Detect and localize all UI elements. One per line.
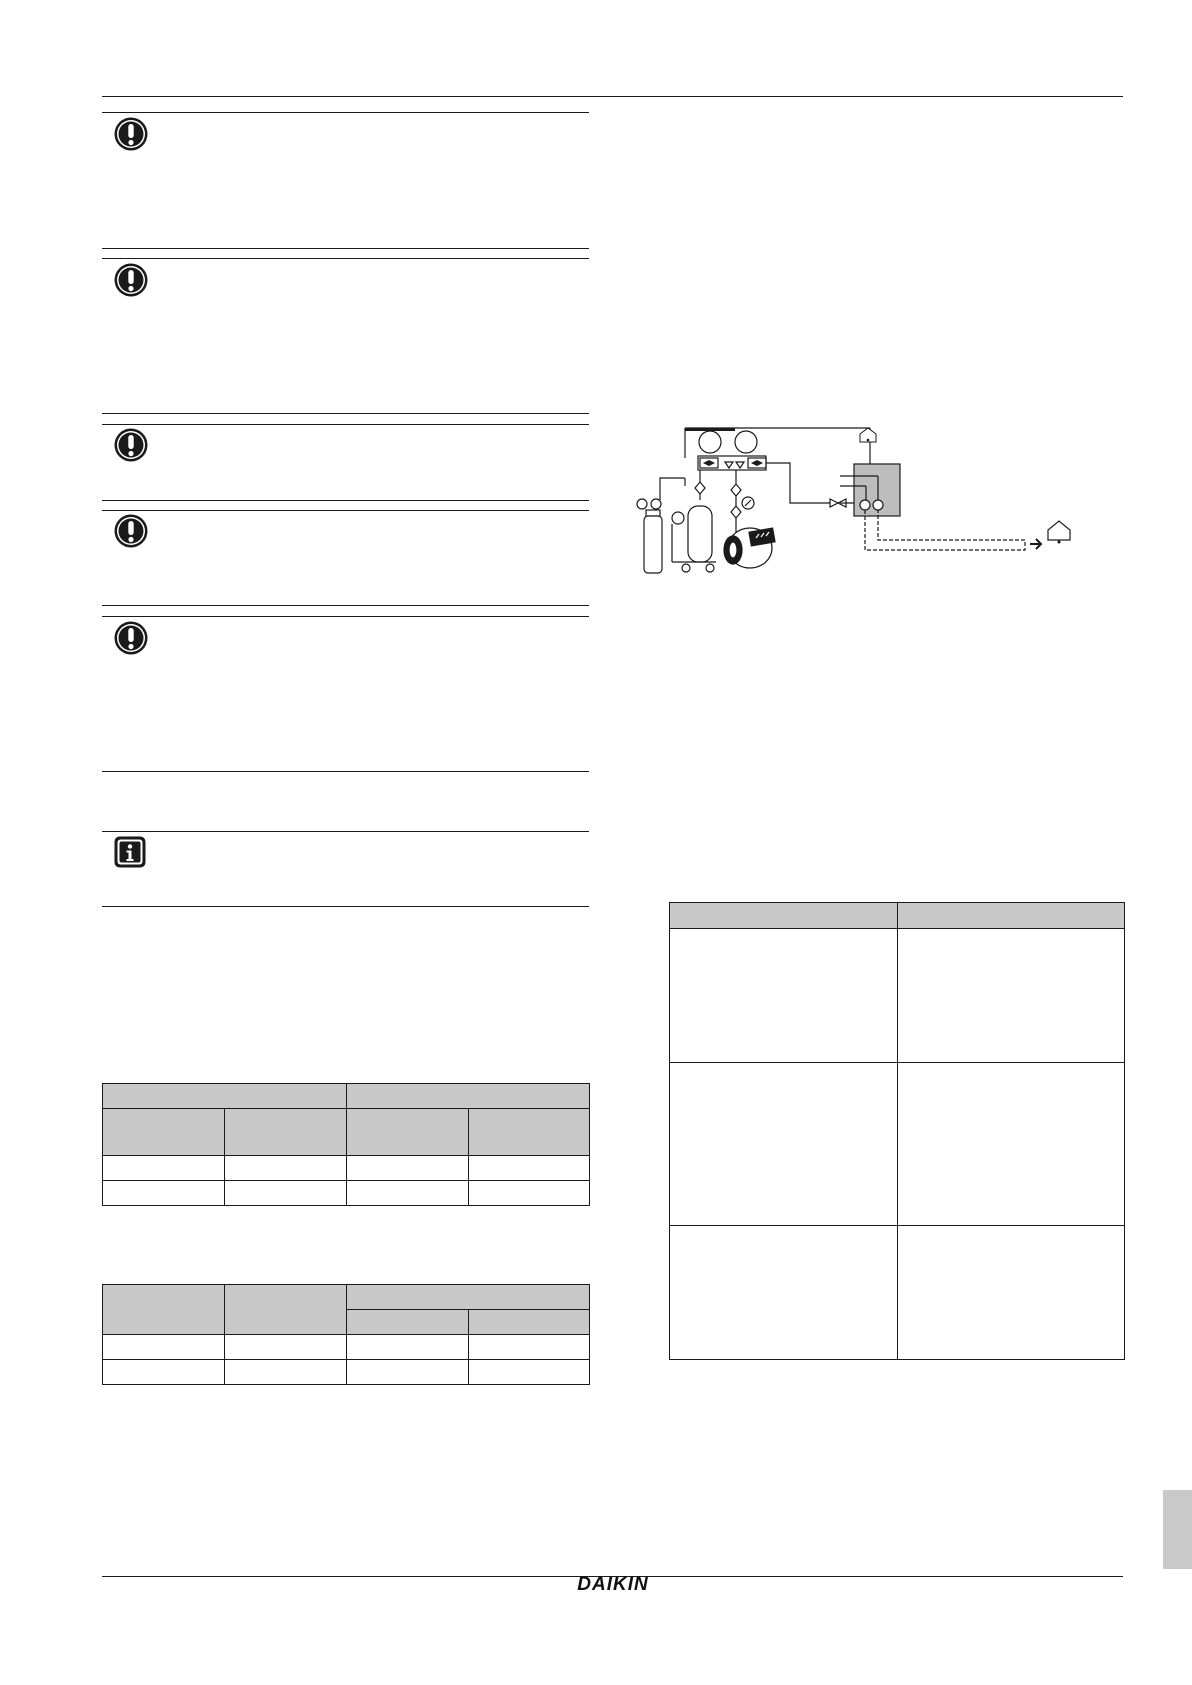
notice-bottom-rule bbox=[102, 248, 589, 249]
warning-exclamation-icon bbox=[113, 116, 149, 152]
notice-bottom-rule bbox=[102, 605, 589, 606]
notice-top-rule bbox=[102, 831, 589, 832]
table-header-cell bbox=[347, 1084, 590, 1109]
table-header-cell bbox=[670, 903, 898, 929]
table-header-cell bbox=[103, 1084, 347, 1109]
table-header-cell bbox=[103, 1285, 225, 1335]
vacuum-piping-diagram bbox=[630, 420, 1090, 580]
warning-exclamation-icon bbox=[113, 427, 149, 463]
notice-bottom-rule bbox=[102, 906, 589, 907]
info-icon bbox=[113, 835, 147, 869]
table-header-cell bbox=[225, 1109, 347, 1156]
warning-exclamation-icon bbox=[113, 262, 149, 298]
spec-table-1 bbox=[102, 1083, 590, 1206]
notice-top-rule bbox=[102, 258, 589, 259]
procedure-table bbox=[669, 902, 1125, 1360]
warning-exclamation-icon bbox=[113, 620, 149, 656]
table-header-cell bbox=[469, 1109, 590, 1156]
warning-exclamation-icon bbox=[113, 513, 149, 549]
table-header-cell bbox=[103, 1109, 225, 1156]
table-row bbox=[103, 1181, 590, 1206]
chapter-tab bbox=[1163, 1490, 1192, 1569]
table-row bbox=[670, 929, 1125, 1063]
notice-top-rule bbox=[102, 510, 589, 511]
vacuum-pump bbox=[724, 470, 775, 568]
table-header-cell bbox=[347, 1109, 469, 1156]
table-row bbox=[670, 1226, 1125, 1360]
nitrogen-cylinder bbox=[637, 478, 685, 573]
notice-top-rule bbox=[102, 424, 589, 425]
table-header-cell bbox=[225, 1285, 347, 1335]
notice-bottom-rule bbox=[102, 771, 589, 772]
table-row bbox=[103, 1335, 590, 1360]
manifold-gauge bbox=[685, 428, 870, 470]
table-header-cell bbox=[898, 903, 1125, 929]
charging-cylinder bbox=[672, 470, 716, 572]
notice-top-rule bbox=[102, 112, 589, 113]
table-row bbox=[670, 1063, 1125, 1226]
notice-bottom-rule bbox=[102, 500, 589, 501]
notice-top-rule bbox=[102, 616, 589, 617]
notice-bottom-rule bbox=[102, 413, 589, 414]
table-row bbox=[103, 1360, 590, 1385]
table-row bbox=[103, 1156, 590, 1181]
table-header-cell bbox=[347, 1310, 469, 1335]
header-rule bbox=[102, 96, 1123, 97]
daikin-logo: DAIKIN bbox=[577, 1574, 649, 1595]
table-header-cell bbox=[469, 1310, 590, 1335]
spec-table-2 bbox=[102, 1284, 590, 1385]
table-header-cell bbox=[347, 1285, 590, 1310]
